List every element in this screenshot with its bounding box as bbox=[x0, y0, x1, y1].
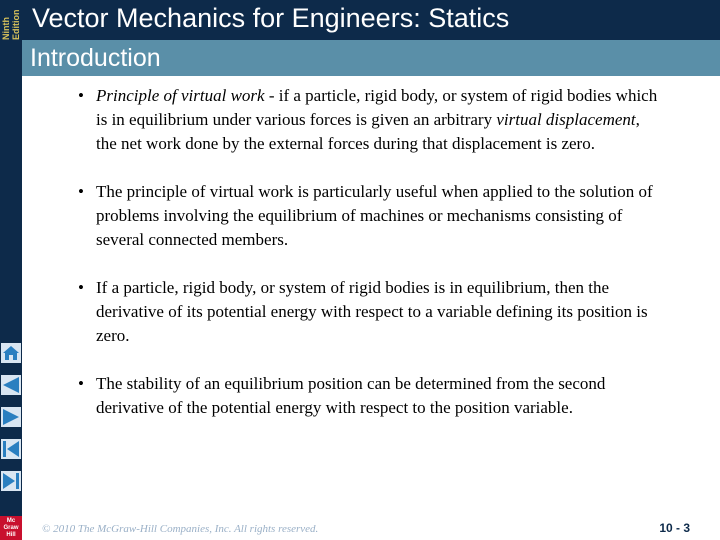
home-button[interactable] bbox=[0, 342, 22, 364]
last-slide-button[interactable] bbox=[0, 470, 22, 492]
bullet-marker: • bbox=[78, 86, 84, 105]
bullet-text: If a particle, rigid body, or system of rigid bodies is in equilibrium, then the derivative of its potential energy with respect to a variable defining its position is zero. bbox=[96, 278, 648, 345]
bullet-marker: • bbox=[78, 374, 84, 393]
triangle-left-icon bbox=[1, 375, 21, 395]
next-slide-button[interactable] bbox=[0, 406, 22, 428]
bullet-item bbox=[78, 180, 658, 252]
section-title: Introduction bbox=[22, 40, 720, 76]
page-number: 10 - 3 bbox=[659, 521, 690, 535]
bullet-text: The stability of an equilibrium position can be determined from the second derivative of the potential energy with respect to the position variable. bbox=[96, 374, 606, 417]
bullet-item bbox=[78, 84, 658, 156]
slide-content bbox=[78, 84, 658, 444]
first-slide-button[interactable] bbox=[0, 438, 22, 460]
home-icon bbox=[1, 343, 21, 363]
copyright-notice: © 2010 The McGraw-Hill Companies, Inc. All rights reserved. bbox=[42, 523, 319, 535]
bullet-item bbox=[78, 372, 658, 420]
mcgraw-hill-logo: Mc Graw Hill bbox=[0, 516, 22, 540]
bullet-marker: • bbox=[78, 182, 84, 201]
triangle-right-icon bbox=[1, 407, 21, 427]
bullet-italic-term: virtual displacement bbox=[496, 110, 636, 129]
previous-slide-button[interactable] bbox=[0, 374, 22, 396]
edition-label: Ninth Edition bbox=[0, 0, 22, 40]
page-title: Vector Mechanics for Engineers: Statics bbox=[22, 0, 720, 40]
bullet-item bbox=[78, 276, 658, 348]
bullet-marker: • bbox=[78, 278, 84, 297]
skip-forward-icon bbox=[1, 471, 21, 491]
bullet-text: - if a particle, rigid body, or system of rigid bodies which is in equilibrium under various forces is given an arbitrary bbox=[96, 86, 658, 129]
bullet-text-end: , the net work done by the external forces during that displacement is zero. bbox=[96, 110, 640, 153]
bullet-text: The principle of virtual work is particularly useful when applied to the solution of problems involving the equilibrium of machines or mechanisms consisting of several connected members. bbox=[96, 182, 653, 249]
bullet-italic-lead: Principle of virtual work bbox=[96, 86, 265, 105]
skip-back-icon bbox=[1, 439, 21, 459]
